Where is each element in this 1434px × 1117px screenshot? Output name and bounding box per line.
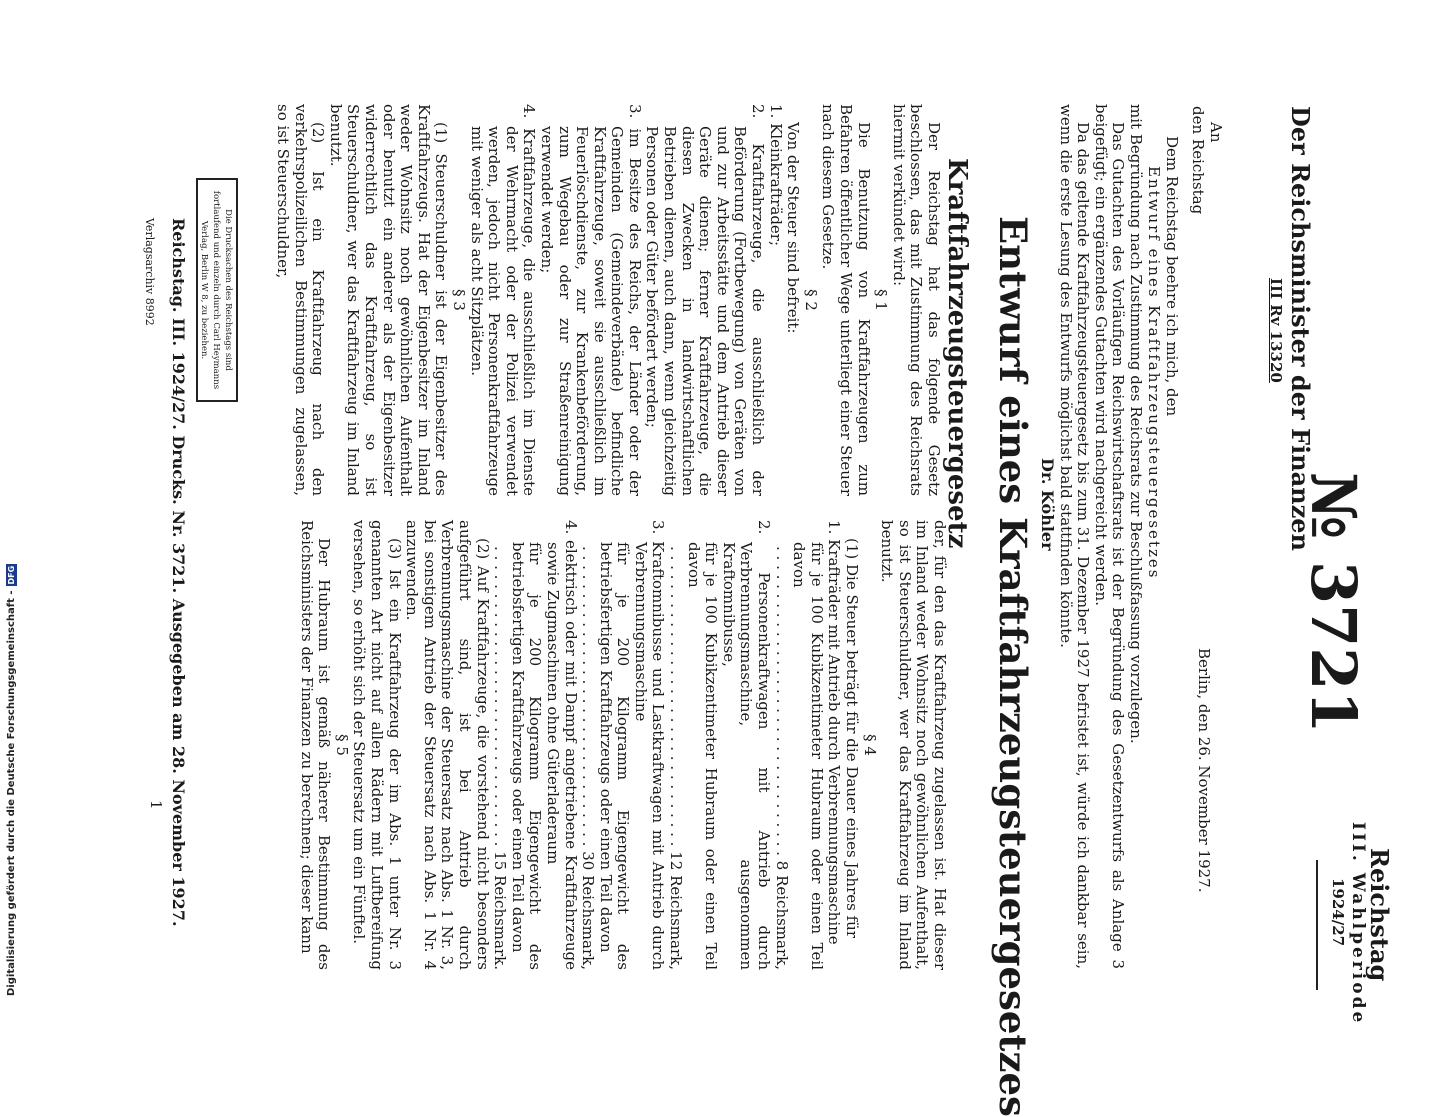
sender: Der Reichsminister der Finanzen xyxy=(1286,106,1315,551)
document-number: № 3721 xyxy=(1297,472,1370,734)
wahlperiode-label: III. Wahlperiode xyxy=(1348,822,1368,1026)
rate-label: für je 200 Kilogramm Eigengewicht des betriebsfertigen Kraftfahrzeugs oder einen Teil davon xyxy=(508,542,545,970)
section-1-text: Die Benutzung von Kraftfahrzeugen zum Befahren öffentlicher Wege unterliegt einer Steuer nach diesem Gesetze. xyxy=(819,104,873,496)
rate-value-row xyxy=(579,520,597,970)
rate-value: 8 Reichsmark, xyxy=(772,860,791,970)
list-item: 4. Kraftfahrzeuge, die ausschließlich im Dienste der Wehrmacht oder der Polizei verwendet werden, jedoch nicht Personenkraftfahrzeuge mit weniger als acht Sitzplätzen. xyxy=(467,104,539,496)
rate-row xyxy=(790,520,825,970)
rate-label: für je 100 Kubikzentimeter Hubraum oder einen Teil davon xyxy=(790,542,826,970)
entwurf-line: Entwurf eines Kraftfahrzeugsteuergesetzes xyxy=(1145,166,1163,580)
right-column xyxy=(158,520,948,970)
list-item: 1. Kleinkrafträder; xyxy=(766,104,785,247)
section-4-heading: § 4 xyxy=(860,734,879,756)
page-number: 1 xyxy=(147,800,165,810)
law-intro: Der Reichstag hat das folgende Gesetz beschlossen, das mit Zustimmung des Reichsrats hiermit verkündet wird: xyxy=(889,104,943,496)
rate-value-row xyxy=(491,520,509,970)
rate-row xyxy=(684,520,719,970)
header-rule xyxy=(1316,860,1318,990)
section-2-list xyxy=(467,104,784,496)
section-4-p3: (3) Ist ein Kraftfahrzeug der im Abs. 1 unter Nr. 3 genannten Art nicht auf allen Rädern mit Luftbereifung versehen, so erhöht sich der Steuersatz um ein Fünftel. xyxy=(350,520,404,970)
rate-label: für je 100 Kubikzentimeter Hubraum oder einen Teil davon xyxy=(684,542,721,970)
main-title: Entwurf eines Kraftfahrzeugsteuergesetzes xyxy=(991,216,1035,1117)
letter-p1: mit Begründung nach Zustimmung des Reichsrats zur Beschlußfassung vorzulegen. xyxy=(1127,104,1145,744)
dfg-logo-text: DFG xyxy=(6,565,16,585)
rate-row xyxy=(508,520,543,970)
reference-number: III Rv 13320 xyxy=(1267,278,1285,383)
rate-value: 12 Reichsmark, xyxy=(667,851,686,970)
address-recipient: den Reichstag xyxy=(1189,106,1207,215)
rate-item-4: 4. elektrisch oder mit Dampf angetriebene Kraftfahrzeuge sowie Zugmaschinen ohne Güterladeraum xyxy=(543,520,580,970)
section-3-p1: (1) Steuerschuldner ist der Eigenbesitzer des Kraftfahrzeugs. Hat der Eigenbesitzer im Inland weder Wohnsitz noch gewöhnlichen Aufenthalt oder benutzt ein anderer als der Eigenbesitzer widerrechtlich das Kraftfahrzeug, so ist Steuerschuldner, wer das Kraftfahrzeug im Inland benutzt. xyxy=(326,104,451,496)
margin-note-text: Digitalisierung gefördert durch die Deutsche Forschungsgemeinschaft - xyxy=(5,590,17,996)
rate-item-3: 3. Kraftomnibusse und Lastkraftwagen mit Antrieb durch Verbrennungsmaschine xyxy=(631,520,668,970)
section-3-continuation: der, für den das Kraftfahrzeug zugelassen ist. Hat dieser im Inland weder Wohnsitz noch gewöhnlichen Aufenthalt, so ist Steuerschuldner, wer das Kraftfahrzeug im Inland benutzt. xyxy=(878,520,949,970)
address-an: An xyxy=(1207,122,1225,143)
section-1-heading: § 1 xyxy=(872,289,891,311)
law-title: Kraftfahrzeugsteuergesetz xyxy=(942,158,972,549)
section-2-intro: Von der Steuer sind befreit: xyxy=(784,122,803,334)
rate-row xyxy=(596,520,631,970)
place-date: Berlin, den 26. November 1927. xyxy=(1195,648,1213,893)
list-item: 3. im Besitze des Reichs, der Länder oder der Gemeinden (Gemeindeverbände) befindliche Kraftfahrzeuge, soweit sie ausschließlich im Feuerlöschdienste, zur Krankenbeförderung, zum Wegebau oder zur Straßenreinigung verwendet werden; xyxy=(537,104,644,496)
footer-line: Reichstag. III. 1924/27. Drucks. Nr. 3721. Ausgegeben am 28. November 1927. xyxy=(169,218,188,927)
letter-p2: Das Gutachten des Vorläufigen Reichswirtschaftsrats ist der Begründung des Gesetzentwurfs als Anlage 3 beigefügt; ein ergänzendes Gutachten wird nachgereicht werden. xyxy=(1091,104,1128,969)
rate-value-row xyxy=(667,520,685,970)
section-5-heading: § 5 xyxy=(332,734,351,756)
rate-value: 30 Reichsmark, xyxy=(579,851,598,970)
list-item: 2. Kraftfahrzeuge, die ausschließlich der Beförderung (Fortbewegung) von Geräten von und zur Arbeitsstätte und dem Antrieb dieser Geräte dienen; ferner Kraftfahrzeuge, die diesen Zwecken in landwirtschaftlichen Betrieben dienen, auch dann, wenn gleichzeitig Personen oder Güter befördert werden; xyxy=(643,104,768,496)
reichstag-heading: Reichstag xyxy=(1365,848,1394,982)
wahlperiode-years: 1924/27 xyxy=(1329,878,1347,947)
drucksachen-note: Die Drucksachen des Reichstags sind fortlaufend und einzeln durch Carl Heymanns Verlag, Berlin W 8, zu beziehen. xyxy=(199,190,233,390)
rate-item-2: 2. Personenkraftwagen mit Antrieb durch Verbrennungsmaschine, ausgenommen Kraftomnibusse, xyxy=(719,520,774,970)
signature: Dr. Köhler xyxy=(1038,458,1057,551)
letter-p3: Da das geltende Kraftfahrzeugsteuergesetz bis zum 31. Dezember 1927 befristet ist, würde ich dankbar sein, wenn die erste Lesung des Entwurfs möglichst bald stattfinden könnte. xyxy=(1056,104,1093,969)
left-column xyxy=(202,104,942,496)
rate-value: 15 Reichsmark. xyxy=(491,851,510,970)
section-3-p2: (2) Ist ein Kraftfahrzeug nach den verkehrspolizeilichen Bestimmungen zugelassen, so ist Steuerschuldner, xyxy=(274,104,328,496)
section-2-heading: § 2 xyxy=(801,289,820,311)
section-3-heading: § 3 xyxy=(449,289,468,311)
rate-value-row xyxy=(772,520,790,970)
section-5-text: Der Hubraum ist gemäß näherer Bestimmung des Reichsministers der Finanzen zu berechnen; dieser kann xyxy=(297,520,334,970)
section-4-intro: (1) Die Steuer beträgt für die Dauer eines Jahres für xyxy=(843,538,862,938)
rate-label: für je 200 Kilogramm Eigengewicht des betriebsfertigen Kraftfahrzeugs oder einen Teil davon xyxy=(596,542,633,970)
rate-item-1: 1. Krafträder mit Antrieb durch Verbrennungsmaschine xyxy=(825,520,844,945)
verlagsarchiv: Verlagsarchiv 8992 xyxy=(143,218,156,326)
section-4-p2: (2) Auf Kraftfahrzeuge, die vorstehend nicht besonders aufgeführt sind, ist bei Antrieb durch Verbrennungsmaschine der Steuersatz nach Abs. 1 Nr. 3, bei sonstigem Antrieb der Steuersatz nach Abs. 1 Nr. 4 anzuwenden. xyxy=(403,520,492,970)
greeting: Dem Reichstag beehre ich mich, den xyxy=(1163,136,1181,417)
drucksachen-box xyxy=(196,178,238,402)
letter-body xyxy=(1056,104,1144,969)
